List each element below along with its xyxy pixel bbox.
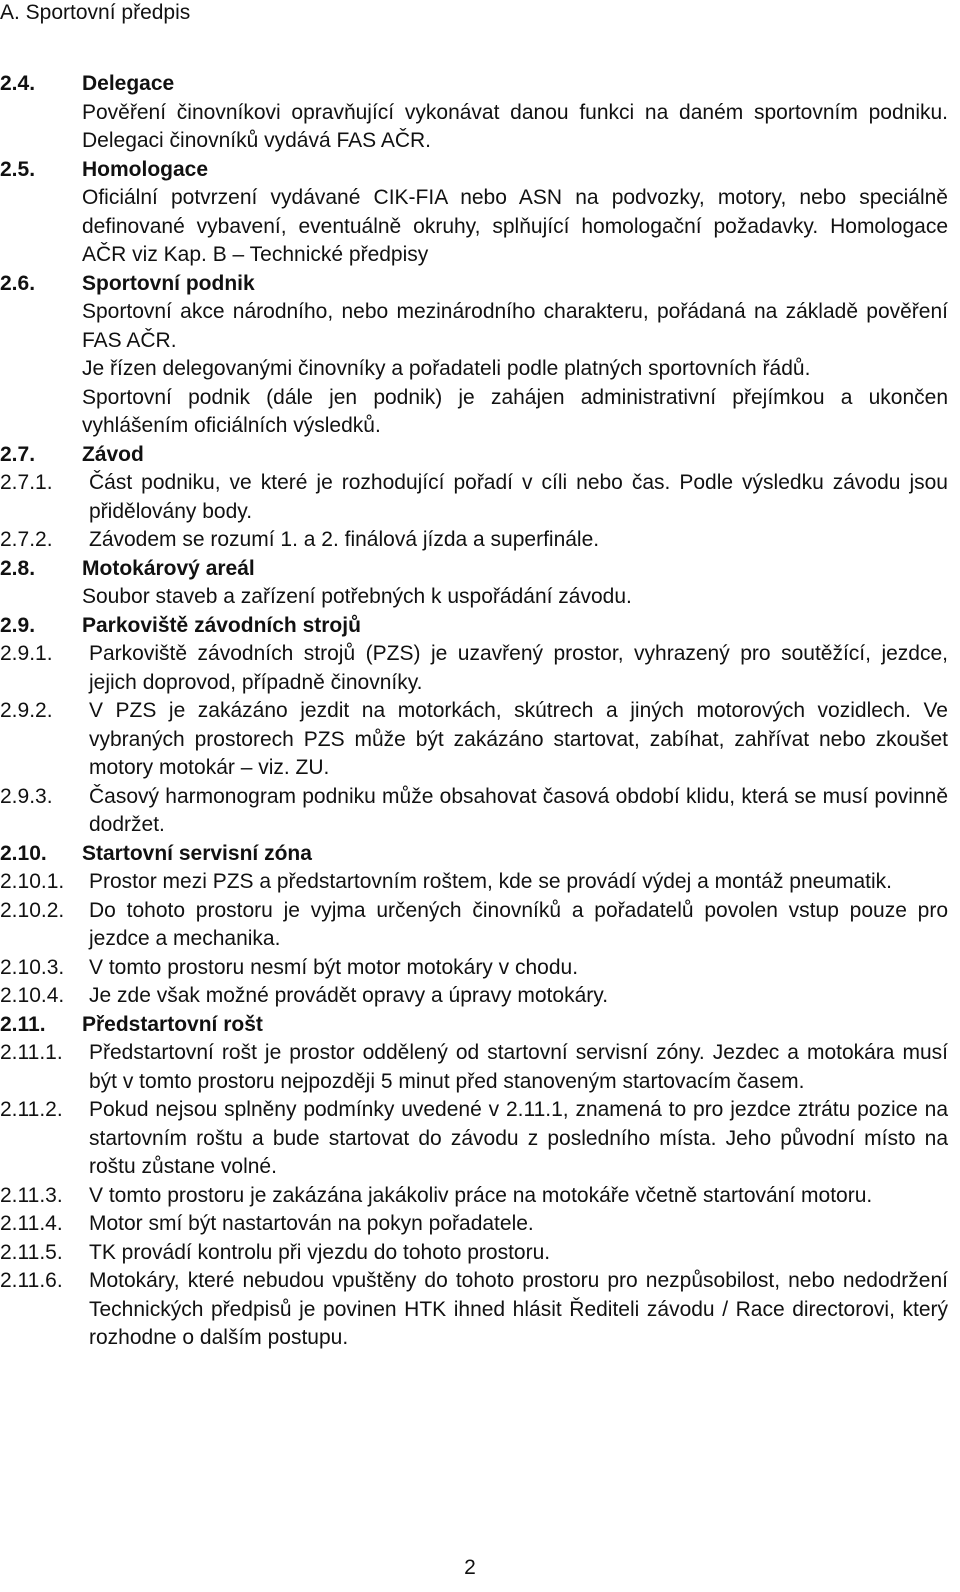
subsection: [0, 954, 948, 983]
subsection: [0, 697, 948, 783]
document-body: [0, 70, 948, 1353]
subsection-paragraphs: [89, 640, 948, 697]
section-number: 2.4.: [0, 72, 36, 95]
section-paragraphs: [82, 99, 948, 156]
section-heading: [0, 270, 948, 299]
section-title: Startovní servisní zóna: [82, 841, 312, 865]
section-body: [0, 184, 948, 270]
section-number: 2.10.2.: [0, 898, 65, 922]
subsection-paragraph: Závodem se rozumí 1. a 2. finálová jízda a superfinále.: [89, 528, 600, 551]
section-number: 2.11.6.: [0, 1269, 63, 1292]
subsection-paragraphs: [89, 868, 948, 897]
section-number: 2.10.3.: [0, 955, 65, 979]
subsection-paragraphs: [89, 783, 948, 840]
subsection: [0, 783, 948, 840]
subsection: [0, 640, 948, 697]
section-number: 2.9.1.: [0, 642, 53, 665]
subsection-paragraphs: [89, 1039, 948, 1096]
subsection: [0, 469, 948, 526]
section-paragraph: Je řízen delegovanými činovníky a pořadateli podle platných sportovních řádů.: [82, 357, 811, 380]
subsection-paragraphs: [89, 1239, 948, 1268]
section-paragraph: Sportovní podnik (dále jen podnik) je zahájen administrativní přejímkou a ukončen vyhlášením oficiálních výsledků.: [82, 385, 948, 437]
subsection-paragraph: Část podniku, ve které je rozhodující pořadí v cíli nebo čas. Podle výsledku závodu jsou přidělovány body.: [89, 471, 948, 523]
section-heading: [0, 441, 948, 470]
section-number: 2.10.: [0, 841, 47, 865]
subsection-paragraph: Parkoviště závodních strojů (PZS) je uzavřený prostor, vyhrazený pro soutěžící, jezdce, jejich doprovod, případně činovníky.: [89, 642, 948, 694]
subsection: [0, 982, 948, 1011]
section-title: Předstartovní rošt: [82, 1012, 263, 1036]
subsection-paragraph: Je zde však možné provádět opravy a úpravy motokáry.: [89, 984, 609, 1007]
subsection: [0, 1039, 948, 1096]
section-heading: [0, 70, 948, 99]
section-number: 2.6.: [0, 271, 36, 295]
subsection-paragraph: Pokud nejsou splněny podmínky uvedené v 2.11.1, znamená to pro jezdce ztrátu pozice na startovním roštu a bude startovat do závodu z posledního místa. Jeho původní místo na roštu zůstane volné.: [89, 1098, 948, 1178]
section-paragraph: Sportovní akce národního, nebo mezinárodního charakteru, pořádaná na základě pověření FAS AČR.: [82, 300, 948, 352]
subsection-paragraph: Motokáry, které nebudou vpuštěny do tohoto prostoru pro nezpůsobilost, nebo nedodržení Technických předpisů je povinen HTK ihned hlásit Řediteli závodu / Race directorovi, který rozhodne o dalším postupu.: [89, 1269, 948, 1349]
section-title: Motokárový areál: [82, 556, 255, 580]
section-title: Homologace: [82, 157, 209, 181]
subsection-paragraphs: [89, 1210, 948, 1239]
subsection-paragraph: Předstartovní rošt je prostor oddělený od startovní servisní zóny. Jezdec a motokára musí být v tomto prostoru nejpozději 5 minut před stanoveným startovacím časem.: [89, 1041, 948, 1093]
section-paragraphs: [82, 184, 948, 270]
section-number: 2.11.2.: [0, 1098, 63, 1121]
section-number: 2.8.: [0, 556, 36, 580]
section-title: Parkoviště závodních strojů: [82, 613, 361, 637]
section-number: 2.5.: [0, 157, 36, 181]
section-number: 2.7.2.: [0, 528, 53, 551]
section-number: 2.9.: [0, 613, 36, 637]
section-paragraph: Pověření činovníkovi opravňující vykonávat danou funkci na daném sportovním podniku. Delegaci činovníků vydává FAS AČR.: [82, 100, 948, 152]
section-number: 2.11.3.: [0, 1183, 63, 1207]
subsection-paragraphs: [89, 1267, 948, 1353]
section-title: Delegace: [82, 72, 175, 95]
section-number: 2.7.1.: [0, 471, 53, 494]
section-heading: [0, 612, 948, 641]
section-number: 2.7.: [0, 442, 36, 466]
subsection-paragraph: Do tohoto prostoru je vyjma určených činovníků a pořadatelů povolen vstup pouze pro jezdce a mechanika.: [89, 898, 948, 950]
section-number: 2.9.2.: [0, 699, 53, 722]
section-heading: [0, 840, 948, 869]
section-paragraph: Oficiální potvrzení vydávané CIK-FIA nebo ASN na podvozky, motory, nebo speciálně definované vybavení, eventuálně okruhy, splňující homologační požadavky. Homologace AČR viz Kap. B – Technické předpisy: [82, 186, 948, 266]
subsection-paragraph: V tomto prostoru nesmí být motor motokáry v chodu.: [89, 955, 579, 979]
section-heading: [0, 156, 948, 185]
section-heading: [0, 1011, 948, 1040]
subsection-paragraphs: [89, 1182, 948, 1211]
subsection-paragraph: V tomto prostoru je zakázána jakákoliv práce na motokáře včetně startování motoru.: [89, 1183, 873, 1207]
subsection-paragraphs: [89, 897, 948, 954]
page-number: 2: [464, 1556, 476, 1579]
subsection-paragraphs: [89, 954, 948, 983]
subsection: [0, 526, 948, 555]
section-number: 2.11.4.: [0, 1212, 63, 1235]
subsection-paragraph: Prostor mezi PZS a předstartovním roštem, kde se provádí výdej a montáž pneumatik.: [89, 870, 893, 893]
subsection-paragraphs: [89, 1096, 948, 1182]
section-paragraph: Soubor staveb a zařízení potřebných k uspořádání závodu.: [82, 585, 632, 608]
section-number: 2.11.: [0, 1012, 46, 1036]
subsection-paragraphs: [89, 469, 948, 526]
subsection-paragraph: Časový harmonogram podniku může obsahovat časová období klidu, která se musí povinně dodržet.: [89, 784, 948, 836]
section-number: 2.10.1.: [0, 870, 65, 893]
subsection-paragraphs: [89, 526, 948, 555]
subsection-paragraphs: [89, 697, 948, 783]
subsection: [0, 1210, 948, 1239]
page-header: A. Sportovní předpis: [0, 1, 191, 24]
subsection: [0, 1267, 948, 1353]
section-paragraphs: [82, 298, 948, 441]
section-body: [0, 298, 948, 441]
subsection-paragraph: V PZS je zakázáno jezdit na motorkách, skútrech a jiných motorových vozidlech. Ve vybraných prostorech PZS může být zakázáno startovat, zabíhat, zahřívat nebo zkoušet motory motokár – viz. ZU.: [89, 699, 948, 779]
section-body: [0, 583, 948, 612]
section-paragraphs: [82, 583, 948, 612]
subsection-paragraphs: [89, 982, 948, 1011]
section-number: 2.11.5.: [0, 1240, 63, 1264]
subsection: [0, 1182, 948, 1211]
section-heading: [0, 555, 948, 584]
subsection: [0, 897, 948, 954]
section-title: Závod: [82, 442, 144, 466]
subsection-paragraph: Motor smí být nastartován na pokyn pořadatele.: [89, 1212, 534, 1235]
section-body: [0, 99, 948, 156]
subsection: [0, 1239, 948, 1268]
section-number: 2.10.4.: [0, 984, 65, 1007]
section-title: Sportovní podnik: [82, 271, 255, 295]
section-number: 2.11.1.: [0, 1041, 63, 1064]
subsection: [0, 1096, 948, 1182]
subsection-paragraph: TK provádí kontrolu při vjezdu do tohoto prostoru.: [89, 1240, 551, 1264]
section-number: 2.9.3.: [0, 784, 53, 808]
subsection: [0, 868, 948, 897]
